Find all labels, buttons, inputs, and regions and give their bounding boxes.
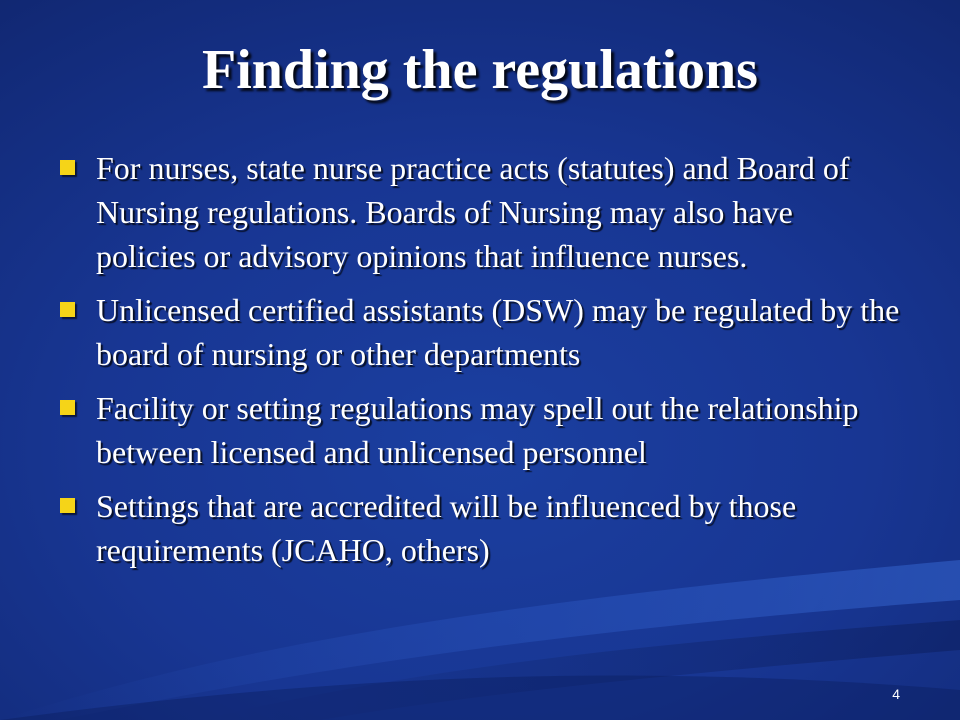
- bullet-text: Unlicensed certified assistants (DSW) may be regulated by the board of nursing or other departments: [96, 292, 900, 372]
- bullet-item-nurses: [60, 146, 900, 278]
- bullet-text: Facility or setting regulations may spell out the relationship between licensed and unlicensed personnel: [96, 390, 859, 470]
- slide-title: Finding the regulations: [202, 39, 758, 101]
- bullet-item-facility-regulations: [60, 386, 900, 474]
- square-bullet-icon: [60, 498, 75, 513]
- bullet-item-accredited-settings: [60, 484, 900, 572]
- bullet-item-unlicensed-assistants: [60, 288, 900, 376]
- slide-number: 4: [892, 686, 900, 702]
- square-bullet-icon: [60, 160, 75, 175]
- bullet-list: [60, 146, 900, 582]
- bullet-text: Settings that are accredited will be influenced by those requirements (JCAHO, others): [96, 488, 797, 568]
- bullet-text: For nurses, state nurse practice acts (statutes) and Board of Nursing regulations. Boards of Nursing may also have policies or advisory opinions that influence nurses.: [96, 150, 850, 274]
- square-bullet-icon: [60, 302, 75, 317]
- square-bullet-icon: [60, 400, 75, 415]
